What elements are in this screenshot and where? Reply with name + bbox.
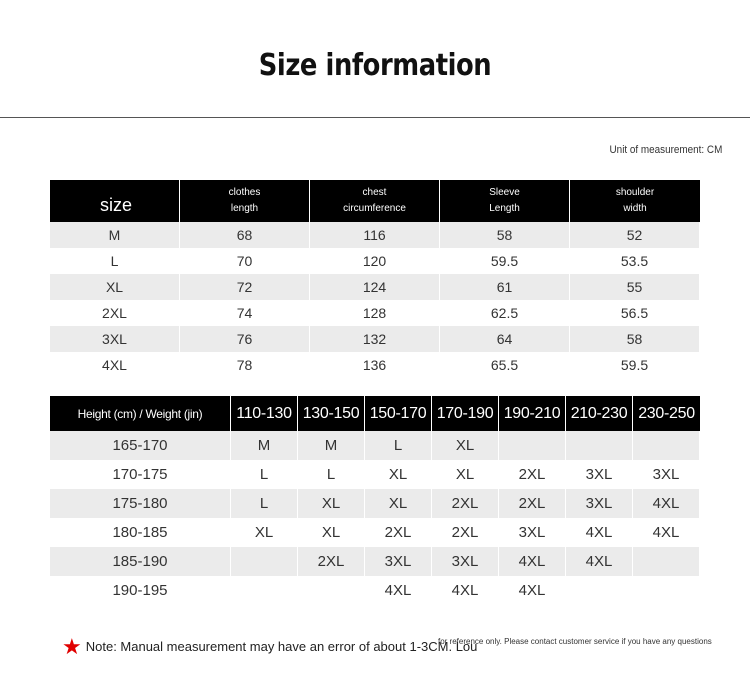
table-row [50, 248, 700, 274]
table-cell: 64 [440, 326, 570, 352]
page-title: Size information [258, 48, 492, 83]
table-cell: 52 [570, 222, 700, 248]
table-cell [231, 576, 298, 605]
table-cell: 4XL [566, 518, 633, 547]
size-table-header [570, 180, 700, 222]
table-cell: 3XL [432, 547, 499, 576]
size-table [50, 180, 700, 378]
divider [0, 117, 750, 118]
unit-label: Unit of measurement: CM [609, 144, 722, 156]
table-cell: 136 [310, 352, 440, 378]
table-cell: L [50, 248, 180, 274]
table-cell: L [298, 460, 365, 489]
table-cell: 3XL [365, 547, 432, 576]
table-cell: 78 [180, 352, 310, 378]
table-cell [633, 547, 700, 576]
table-cell: 56.5 [570, 300, 700, 326]
table-cell: 58 [440, 222, 570, 248]
table-cell: 2XL [432, 518, 499, 547]
table-cell: XL [298, 489, 365, 518]
fit-table-header: 190-210 [499, 396, 566, 431]
table-cell: 68 [180, 222, 310, 248]
table-cell: 3XL [50, 326, 180, 352]
table-cell: M [298, 431, 365, 460]
table-cell: XL [231, 518, 298, 547]
table-cell: 165-170 [50, 431, 231, 460]
table-row [50, 576, 700, 605]
table-cell: 58 [570, 326, 700, 352]
table-cell: 185-190 [50, 547, 231, 576]
table-row [50, 460, 700, 489]
table-cell: XL [50, 274, 180, 300]
note-text: Note: Manual measurement may have an error of about 1-3CM. Lou [85, 639, 478, 654]
table-cell: 120 [310, 248, 440, 274]
table-cell: 59.5 [440, 248, 570, 274]
table-cell: 2XL [499, 460, 566, 489]
table-cell: XL [432, 460, 499, 489]
table-cell: M [231, 431, 298, 460]
table-cell: 128 [310, 300, 440, 326]
table-row [50, 222, 700, 248]
star-icon: ★ [62, 634, 82, 659]
table-cell [566, 576, 633, 605]
table-cell: 180-185 [50, 518, 231, 547]
table-row [50, 547, 700, 576]
table-cell: 61 [440, 274, 570, 300]
table-cell [633, 576, 700, 605]
table-row [50, 300, 700, 326]
header-line: length [230, 203, 259, 214]
size-table-header [180, 180, 310, 222]
header-line: chest [362, 187, 387, 198]
fit-table [50, 396, 700, 605]
table-cell: L [365, 431, 432, 460]
table-cell: 116 [310, 222, 440, 248]
table-cell: 124 [310, 274, 440, 300]
table-cell: 4XL [50, 352, 180, 378]
table-cell: XL [298, 518, 365, 547]
header-line: shoulder [615, 187, 655, 198]
header-line: Length [489, 203, 520, 214]
table-row [50, 431, 700, 460]
table-cell: 76 [180, 326, 310, 352]
table-row [50, 518, 700, 547]
table-cell: 4XL [365, 576, 432, 605]
size-table-header [310, 180, 440, 222]
size-table-header [440, 180, 570, 222]
table-cell [633, 431, 700, 460]
table-row [50, 326, 700, 352]
table-cell: 4XL [499, 576, 566, 605]
table-cell: 4XL [432, 576, 499, 605]
table-cell: XL [432, 431, 499, 460]
size-table-header: size [50, 180, 180, 222]
table-cell: 55 [570, 274, 700, 300]
table-cell: 2XL [298, 547, 365, 576]
table-cell: 170-175 [50, 460, 231, 489]
table-cell [566, 431, 633, 460]
table-cell: 4XL [566, 547, 633, 576]
table-cell: 3XL [499, 518, 566, 547]
table-row [50, 274, 700, 300]
fit-table-header: 170-190 [432, 396, 499, 431]
fit-table-header: 130-150 [298, 396, 365, 431]
table-cell: L [231, 460, 298, 489]
table-cell: 72 [180, 274, 310, 300]
header-line: circumference [343, 203, 406, 214]
table-cell: M [50, 222, 180, 248]
table-cell: 175-180 [50, 489, 231, 518]
table-cell [298, 576, 365, 605]
table-cell: XL [365, 460, 432, 489]
table-cell: 2XL [499, 489, 566, 518]
table-cell: 3XL [566, 489, 633, 518]
table-cell: 3XL [566, 460, 633, 489]
fit-table-header: 230-250 [633, 396, 700, 431]
fit-table-header: 150-170 [365, 396, 432, 431]
fit-table-header: Height (cm) / Weight (jin) [50, 396, 231, 431]
table-row [50, 352, 700, 378]
fit-table-header: 210-230 [566, 396, 633, 431]
header-line: width [623, 203, 647, 214]
table-cell: 2XL [432, 489, 499, 518]
table-cell: 3XL [633, 460, 700, 489]
table-cell: 53.5 [570, 248, 700, 274]
table-cell: 4XL [633, 518, 700, 547]
table-cell: 4XL [633, 489, 700, 518]
table-cell [499, 431, 566, 460]
table-cell: 74 [180, 300, 310, 326]
table-row [50, 489, 700, 518]
header-line: clothes [228, 187, 261, 198]
table-cell: 59.5 [570, 352, 700, 378]
table-cell: 2XL [50, 300, 180, 326]
table-cell: 2XL [365, 518, 432, 547]
table-cell: XL [365, 489, 432, 518]
table-cell: 132 [310, 326, 440, 352]
table-cell: 70 [180, 248, 310, 274]
table-cell: 4XL [499, 547, 566, 576]
note [62, 634, 712, 660]
note-small-text: for reference only. Please contact customer service if you have any questions [438, 637, 712, 646]
fit-table-header: 110-130 [231, 396, 298, 431]
table-cell: 65.5 [440, 352, 570, 378]
header-line: Sleeve [489, 187, 520, 198]
table-cell [231, 547, 298, 576]
table-cell: L [231, 489, 298, 518]
table-cell: 190-195 [50, 576, 231, 605]
table-cell: 62.5 [440, 300, 570, 326]
